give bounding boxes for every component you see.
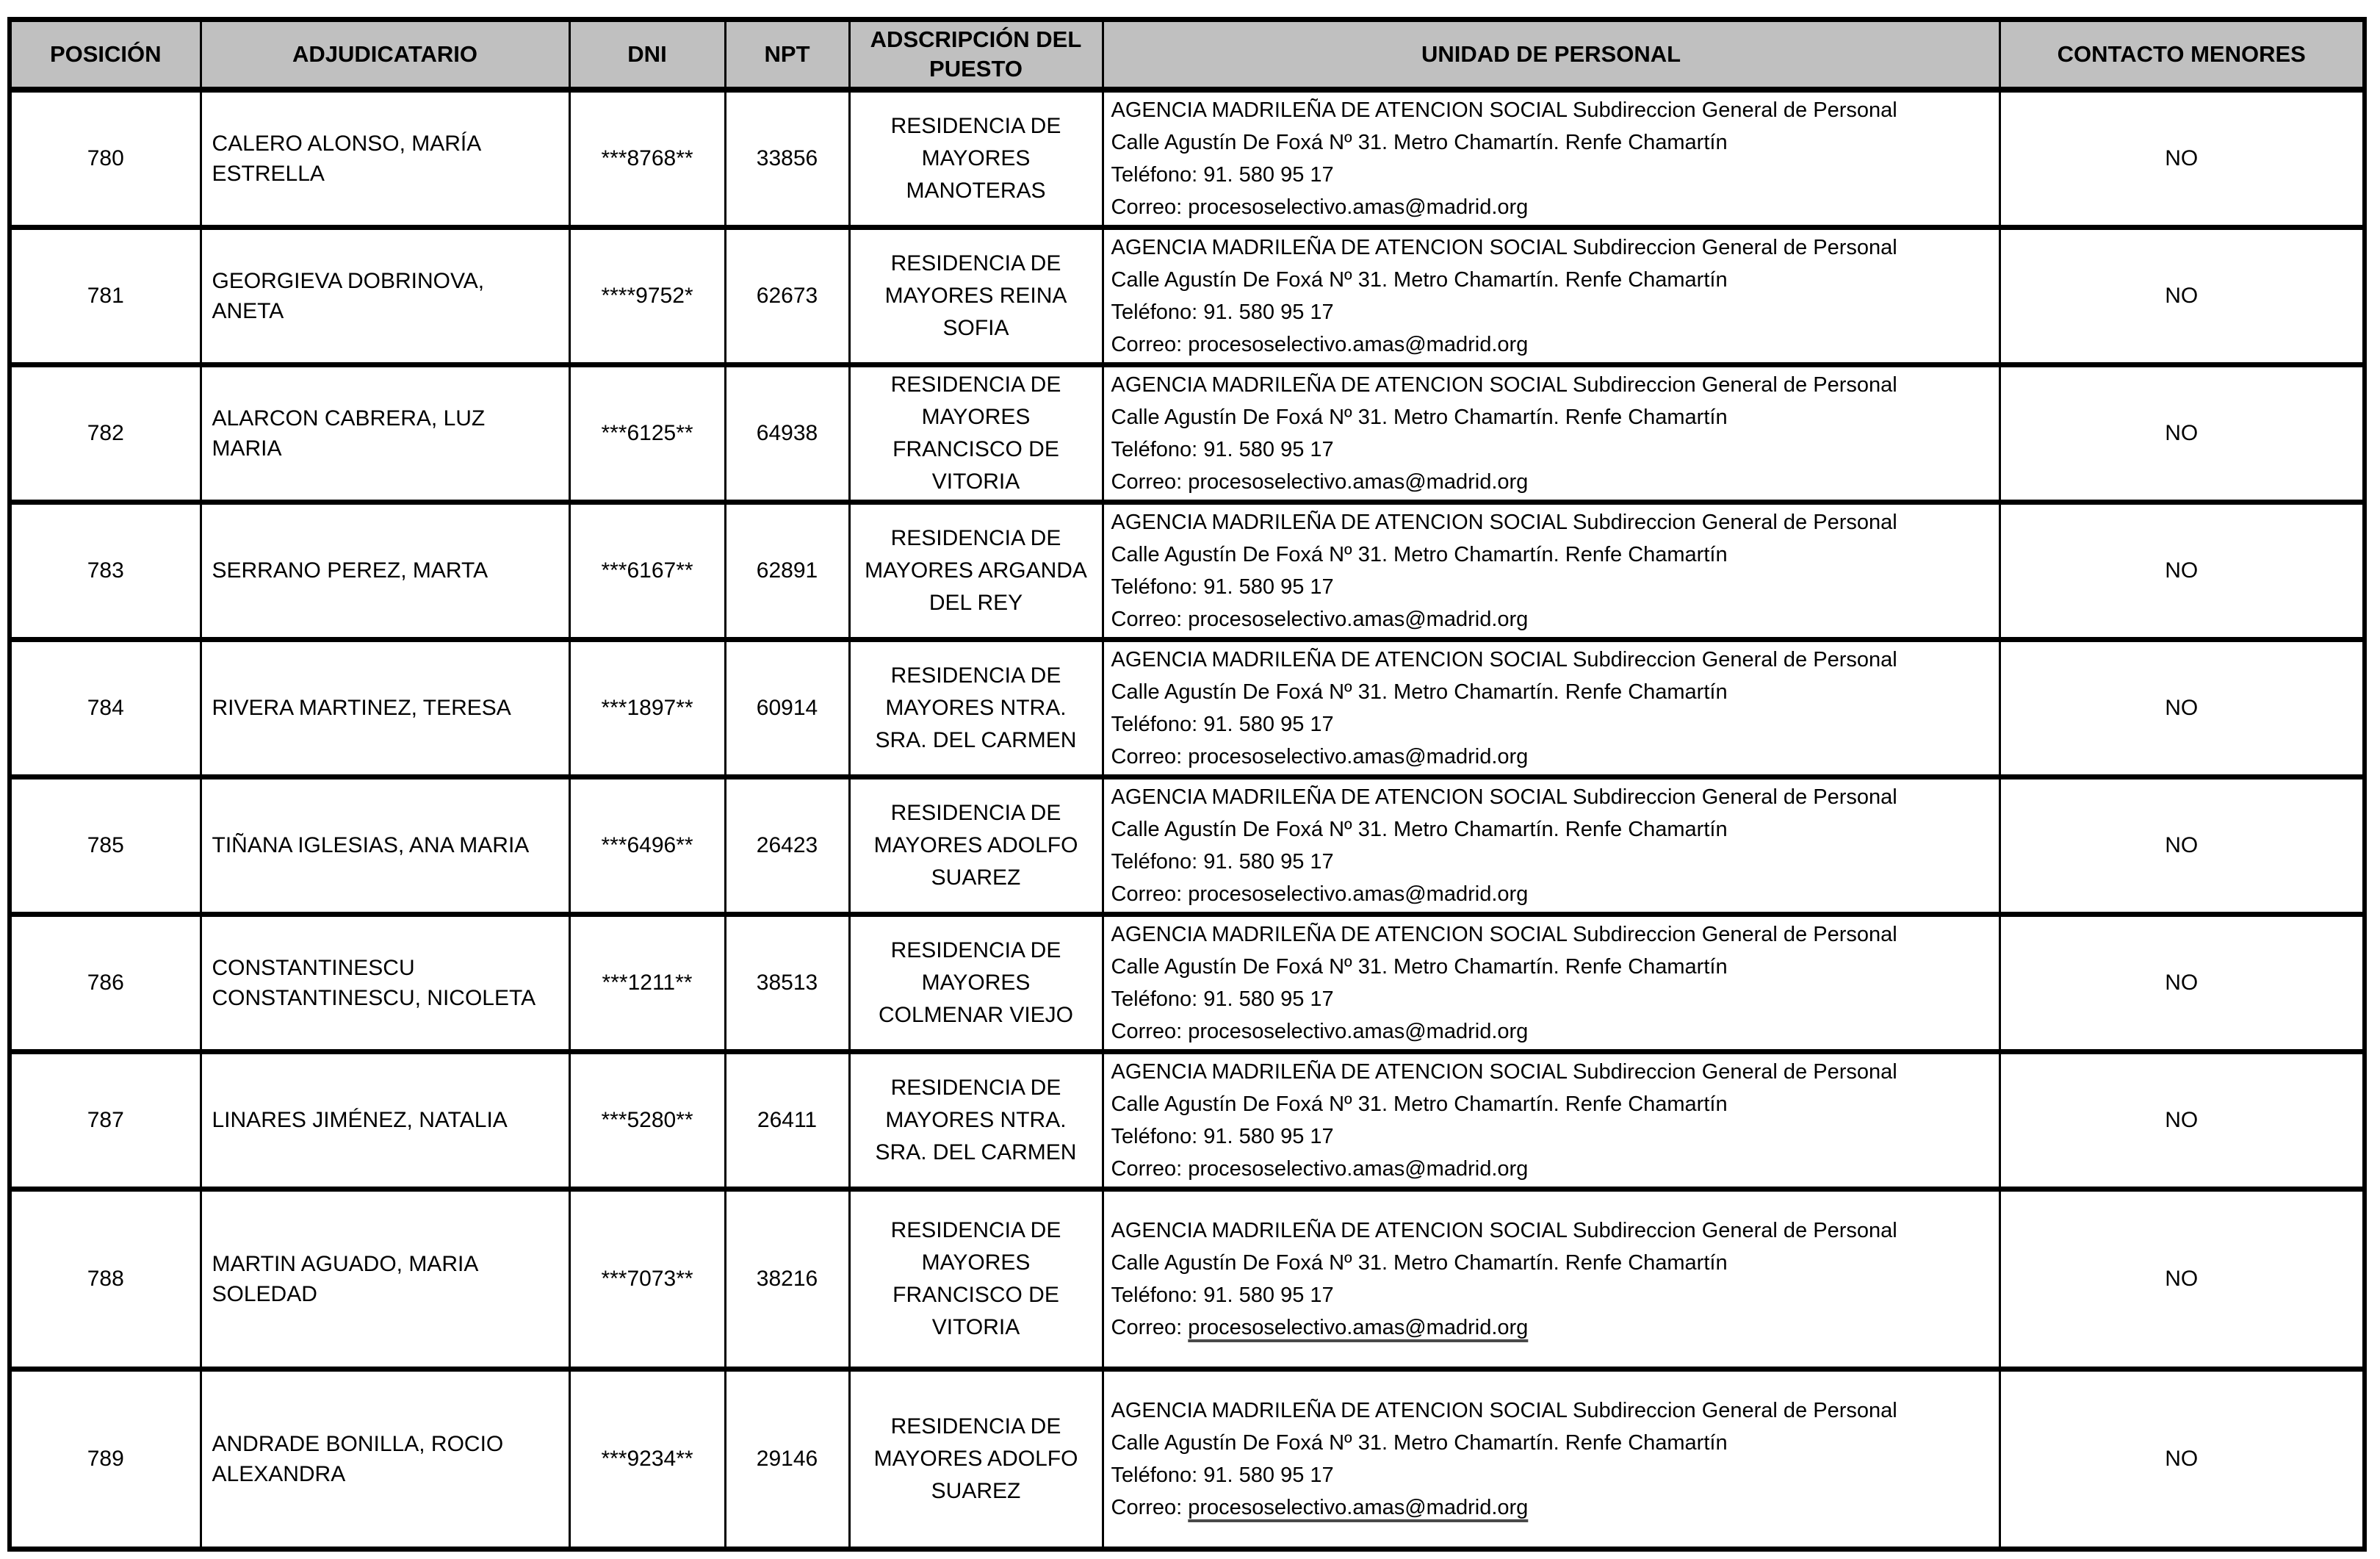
table-row <box>10 1051 2365 1189</box>
unidad-direccion-line: Calle Agustín De Foxá Nº 31. Metro Chamartín. Renfe Chamartín <box>1111 542 1728 566</box>
unidad-direccion-line: Calle Agustín De Foxá Nº 31. Metro Chamartín. Renfe Chamartín <box>1111 267 1728 292</box>
cell-dni: ***1897** <box>569 639 725 777</box>
table-row <box>10 1189 2365 1369</box>
column-header-dni: DNI <box>569 20 725 90</box>
unidad-correo-line <box>1111 878 1991 910</box>
correo-label: Correo: <box>1111 1156 1183 1181</box>
cell-contacto-menores: NO <box>1999 227 2365 364</box>
cell-adjudicatario: GEORGIEVA DOBRINOVA, ANETA <box>201 227 569 364</box>
column-header-npt: NPT <box>725 20 849 90</box>
cell-adscripcion-puesto: RESIDENCIA DE MAYORES NTRA. SRA. DEL CARMEN <box>849 639 1103 777</box>
unidad-direccion-line: Calle Agustín De Foxá Nº 31. Metro Chamartín. Renfe Chamartín <box>1111 954 1728 979</box>
cell-adjudicatario: CALERO ALONSO, MARÍA ESTRELLA <box>201 90 569 228</box>
correo-label: Correo: <box>1111 1019 1183 1043</box>
correo-label: Correo: <box>1111 332 1183 356</box>
unidad-direccion-line: Calle Agustín De Foxá Nº 31. Metro Chamartín. Renfe Chamartín <box>1111 817 1728 841</box>
cell-posicion: 781 <box>10 227 201 364</box>
cell-unidad-personal <box>1103 1051 1999 1189</box>
correo-label: Correo: <box>1111 744 1183 768</box>
cell-unidad-personal <box>1103 364 1999 502</box>
unidad-direccion-line: Calle Agustín De Foxá Nº 31. Metro Chamartín. Renfe Chamartín <box>1111 130 1728 154</box>
cell-unidad-personal <box>1103 777 1999 914</box>
unidad-agencia-line: AGENCIA MADRILEÑA DE ATENCION SOCIAL Subdireccion General de Personal <box>1111 235 1897 259</box>
correo-email-link[interactable]: procesoselectivo.amas@madrid.org <box>1188 1315 1529 1339</box>
table-row <box>10 364 2365 502</box>
cell-adjudicatario: RIVERA MARTINEZ, TERESA <box>201 639 569 777</box>
cell-npt: 60914 <box>725 639 849 777</box>
cell-contacto-menores: NO <box>1999 1369 2365 1549</box>
cell-unidad-personal <box>1103 914 1999 1051</box>
correo-label: Correo: <box>1111 882 1183 906</box>
unidad-telefono-line: Teléfono: 91. 580 95 17 <box>1111 987 1334 1011</box>
unidad-agencia-line: AGENCIA MADRILEÑA DE ATENCION SOCIAL Subdireccion General de Personal <box>1111 1218 1897 1242</box>
unidad-direccion-line: Calle Agustín De Foxá Nº 31. Metro Chamartín. Renfe Chamartín <box>1111 1430 1728 1455</box>
cell-adscripcion-puesto: RESIDENCIA DE MAYORES NTRA. SRA. DEL CARMEN <box>849 1051 1103 1189</box>
correo-email: procesoselectivo.amas@madrid.org <box>1188 195 1529 219</box>
cell-npt: 33856 <box>725 90 849 228</box>
table-row <box>10 914 2365 1051</box>
unidad-telefono-line: Teléfono: 91. 580 95 17 <box>1111 300 1334 324</box>
cell-npt: 26411 <box>725 1051 849 1189</box>
correo-label: Correo: <box>1111 1315 1183 1339</box>
unidad-telefono-line: Teléfono: 91. 580 95 17 <box>1111 1463 1334 1487</box>
cell-posicion: 788 <box>10 1189 201 1369</box>
correo-email: procesoselectivo.amas@madrid.org <box>1188 332 1529 356</box>
cell-adscripcion-puesto: RESIDENCIA DE MAYORES ADOLFO SUAREZ <box>849 777 1103 914</box>
adjudicatarios-table <box>7 17 2367 1552</box>
cell-unidad-personal <box>1103 502 1999 639</box>
cell-unidad-personal <box>1103 1369 1999 1549</box>
cell-dni: ***5280** <box>569 1051 725 1189</box>
unidad-agencia-line: AGENCIA MADRILEÑA DE ATENCION SOCIAL Subdireccion General de Personal <box>1111 922 1897 946</box>
column-header-contacto: CONTACTO MENORES <box>1999 20 2365 90</box>
cell-adjudicatario: SERRANO PEREZ, MARTA <box>201 502 569 639</box>
correo-label: Correo: <box>1111 607 1183 631</box>
cell-dni: ***6125** <box>569 364 725 502</box>
unidad-direccion-line: Calle Agustín De Foxá Nº 31. Metro Chamartín. Renfe Chamartín <box>1111 1250 1728 1275</box>
table-row <box>10 639 2365 777</box>
unidad-correo-line <box>1111 191 1991 223</box>
correo-email: procesoselectivo.amas@madrid.org <box>1188 607 1529 631</box>
cell-dni: ***9234** <box>569 1369 725 1549</box>
unidad-telefono-line: Teléfono: 91. 580 95 17 <box>1111 575 1334 599</box>
unidad-agencia-line: AGENCIA MADRILEÑA DE ATENCION SOCIAL Subdireccion General de Personal <box>1111 785 1897 809</box>
unidad-direccion-line: Calle Agustín De Foxá Nº 31. Metro Chamartín. Renfe Chamartín <box>1111 405 1728 429</box>
unidad-correo-line <box>1111 466 1991 498</box>
cell-adscripcion-puesto: RESIDENCIA DE MAYORES REINA SOFIA <box>849 227 1103 364</box>
unidad-agencia-line: AGENCIA MADRILEÑA DE ATENCION SOCIAL Subdireccion General de Personal <box>1111 510 1897 534</box>
cell-contacto-menores: NO <box>1999 90 2365 228</box>
unidad-agencia-line: AGENCIA MADRILEÑA DE ATENCION SOCIAL Subdireccion General de Personal <box>1111 98 1897 122</box>
cell-contacto-menores: NO <box>1999 914 2365 1051</box>
cell-unidad-personal <box>1103 90 1999 228</box>
cell-adjudicatario: CONSTANTINESCU CONSTANTINESCU, NICOLETA <box>201 914 569 1051</box>
unidad-telefono-line: Teléfono: 91. 580 95 17 <box>1111 1124 1334 1148</box>
correo-email: procesoselectivo.amas@madrid.org <box>1188 882 1529 906</box>
cell-adscripcion-puesto: RESIDENCIA DE MAYORES FRANCISCO DE VITORIA <box>849 364 1103 502</box>
cell-unidad-personal <box>1103 639 1999 777</box>
cell-contacto-menores: NO <box>1999 364 2365 502</box>
unidad-agencia-line: AGENCIA MADRILEÑA DE ATENCION SOCIAL Subdireccion General de Personal <box>1111 1398 1897 1422</box>
unidad-agencia-line: AGENCIA MADRILEÑA DE ATENCION SOCIAL Subdireccion General de Personal <box>1111 1059 1897 1084</box>
cell-npt: 38513 <box>725 914 849 1051</box>
cell-dni: ***7073** <box>569 1189 725 1369</box>
cell-posicion: 782 <box>10 364 201 502</box>
cell-posicion: 789 <box>10 1369 201 1549</box>
cell-npt: 64938 <box>725 364 849 502</box>
cell-npt: 29146 <box>725 1369 849 1549</box>
cell-posicion: 787 <box>10 1051 201 1189</box>
cell-contacto-menores: NO <box>1999 1051 2365 1189</box>
unidad-direccion-line: Calle Agustín De Foxá Nº 31. Metro Chamartín. Renfe Chamartín <box>1111 1092 1728 1116</box>
table-row <box>10 777 2365 914</box>
unidad-correo-line <box>1111 741 1991 773</box>
unidad-correo-line <box>1111 1311 1991 1344</box>
cell-posicion: 785 <box>10 777 201 914</box>
correo-label: Correo: <box>1111 469 1183 494</box>
cell-npt: 62891 <box>725 502 849 639</box>
cell-unidad-personal <box>1103 1189 1999 1369</box>
unidad-correo-line <box>1111 1153 1991 1185</box>
correo-label: Correo: <box>1111 195 1183 219</box>
cell-npt: 38216 <box>725 1189 849 1369</box>
unidad-telefono-line: Teléfono: 91. 580 95 17 <box>1111 1283 1334 1307</box>
cell-adjudicatario: MARTIN AGUADO, MARIA SOLEDAD <box>201 1189 569 1369</box>
cell-dni: ***6167** <box>569 502 725 639</box>
cell-contacto-menores: NO <box>1999 1189 2365 1369</box>
cell-adscripcion-puesto: RESIDENCIA DE MAYORES MANOTERAS <box>849 90 1103 228</box>
correo-email-link[interactable]: procesoselectivo.amas@madrid.org <box>1188 1495 1529 1519</box>
unidad-telefono-line: Teléfono: 91. 580 95 17 <box>1111 712 1334 736</box>
cell-posicion: 784 <box>10 639 201 777</box>
cell-adjudicatario: ALARCON CABRERA, LUZ MARIA <box>201 364 569 502</box>
cell-contacto-menores: NO <box>1999 777 2365 914</box>
cell-dni: ***6496** <box>569 777 725 914</box>
column-header-adscripcion: ADSCRIPCIÓN DEL PUESTO <box>849 20 1103 90</box>
cell-npt: 62673 <box>725 227 849 364</box>
correo-email: procesoselectivo.amas@madrid.org <box>1188 1156 1529 1181</box>
table-row <box>10 90 2365 228</box>
unidad-direccion-line: Calle Agustín De Foxá Nº 31. Metro Chamartín. Renfe Chamartín <box>1111 680 1728 704</box>
unidad-telefono-line: Teléfono: 91. 580 95 17 <box>1111 849 1334 874</box>
table-header-row <box>10 20 2365 90</box>
cell-dni: ***1211** <box>569 914 725 1051</box>
correo-email: procesoselectivo.amas@madrid.org <box>1188 469 1529 494</box>
unidad-correo-line <box>1111 1491 1991 1524</box>
cell-dni: ***8768** <box>569 90 725 228</box>
column-header-posicion: POSICIÓN <box>10 20 201 90</box>
unidad-correo-line <box>1111 603 1991 636</box>
cell-adjudicatario: LINARES JIMÉNEZ, NATALIA <box>201 1051 569 1189</box>
cell-adscripcion-puesto: RESIDENCIA DE MAYORES ADOLFO SUAREZ <box>849 1369 1103 1549</box>
table-row <box>10 502 2365 639</box>
cell-adscripcion-puesto: RESIDENCIA DE MAYORES ARGANDA DEL REY <box>849 502 1103 639</box>
correo-email: procesoselectivo.amas@madrid.org <box>1188 744 1529 768</box>
unidad-agencia-line: AGENCIA MADRILEÑA DE ATENCION SOCIAL Subdireccion General de Personal <box>1111 647 1897 672</box>
cell-contacto-menores: NO <box>1999 639 2365 777</box>
cell-adjudicatario: ANDRADE BONILLA, ROCIO ALEXANDRA <box>201 1369 569 1549</box>
unidad-agencia-line: AGENCIA MADRILEÑA DE ATENCION SOCIAL Subdireccion General de Personal <box>1111 372 1897 397</box>
cell-adjudicatario: TIÑANA IGLESIAS, ANA MARIA <box>201 777 569 914</box>
table-row <box>10 227 2365 364</box>
correo-email: procesoselectivo.amas@madrid.org <box>1188 1019 1529 1043</box>
cell-dni: ****9752* <box>569 227 725 364</box>
cell-adscripcion-puesto: RESIDENCIA DE MAYORES FRANCISCO DE VITORIA <box>849 1189 1103 1369</box>
cell-contacto-menores: NO <box>1999 502 2365 639</box>
table-row <box>10 1369 2365 1549</box>
cell-posicion: 786 <box>10 914 201 1051</box>
cell-posicion: 783 <box>10 502 201 639</box>
column-header-unidad: UNIDAD DE PERSONAL <box>1103 20 1999 90</box>
unidad-telefono-line: Teléfono: 91. 580 95 17 <box>1111 162 1334 187</box>
cell-adscripcion-puesto: RESIDENCIA DE MAYORES COLMENAR VIEJO <box>849 914 1103 1051</box>
cell-npt: 26423 <box>725 777 849 914</box>
unidad-correo-line <box>1111 1015 1991 1048</box>
cell-posicion: 780 <box>10 90 201 228</box>
correo-label: Correo: <box>1111 1495 1183 1519</box>
unidad-correo-line <box>1111 328 1991 361</box>
unidad-telefono-line: Teléfono: 91. 580 95 17 <box>1111 437 1334 461</box>
cell-unidad-personal <box>1103 227 1999 364</box>
column-header-adjudicatario: ADJUDICATARIO <box>201 20 569 90</box>
